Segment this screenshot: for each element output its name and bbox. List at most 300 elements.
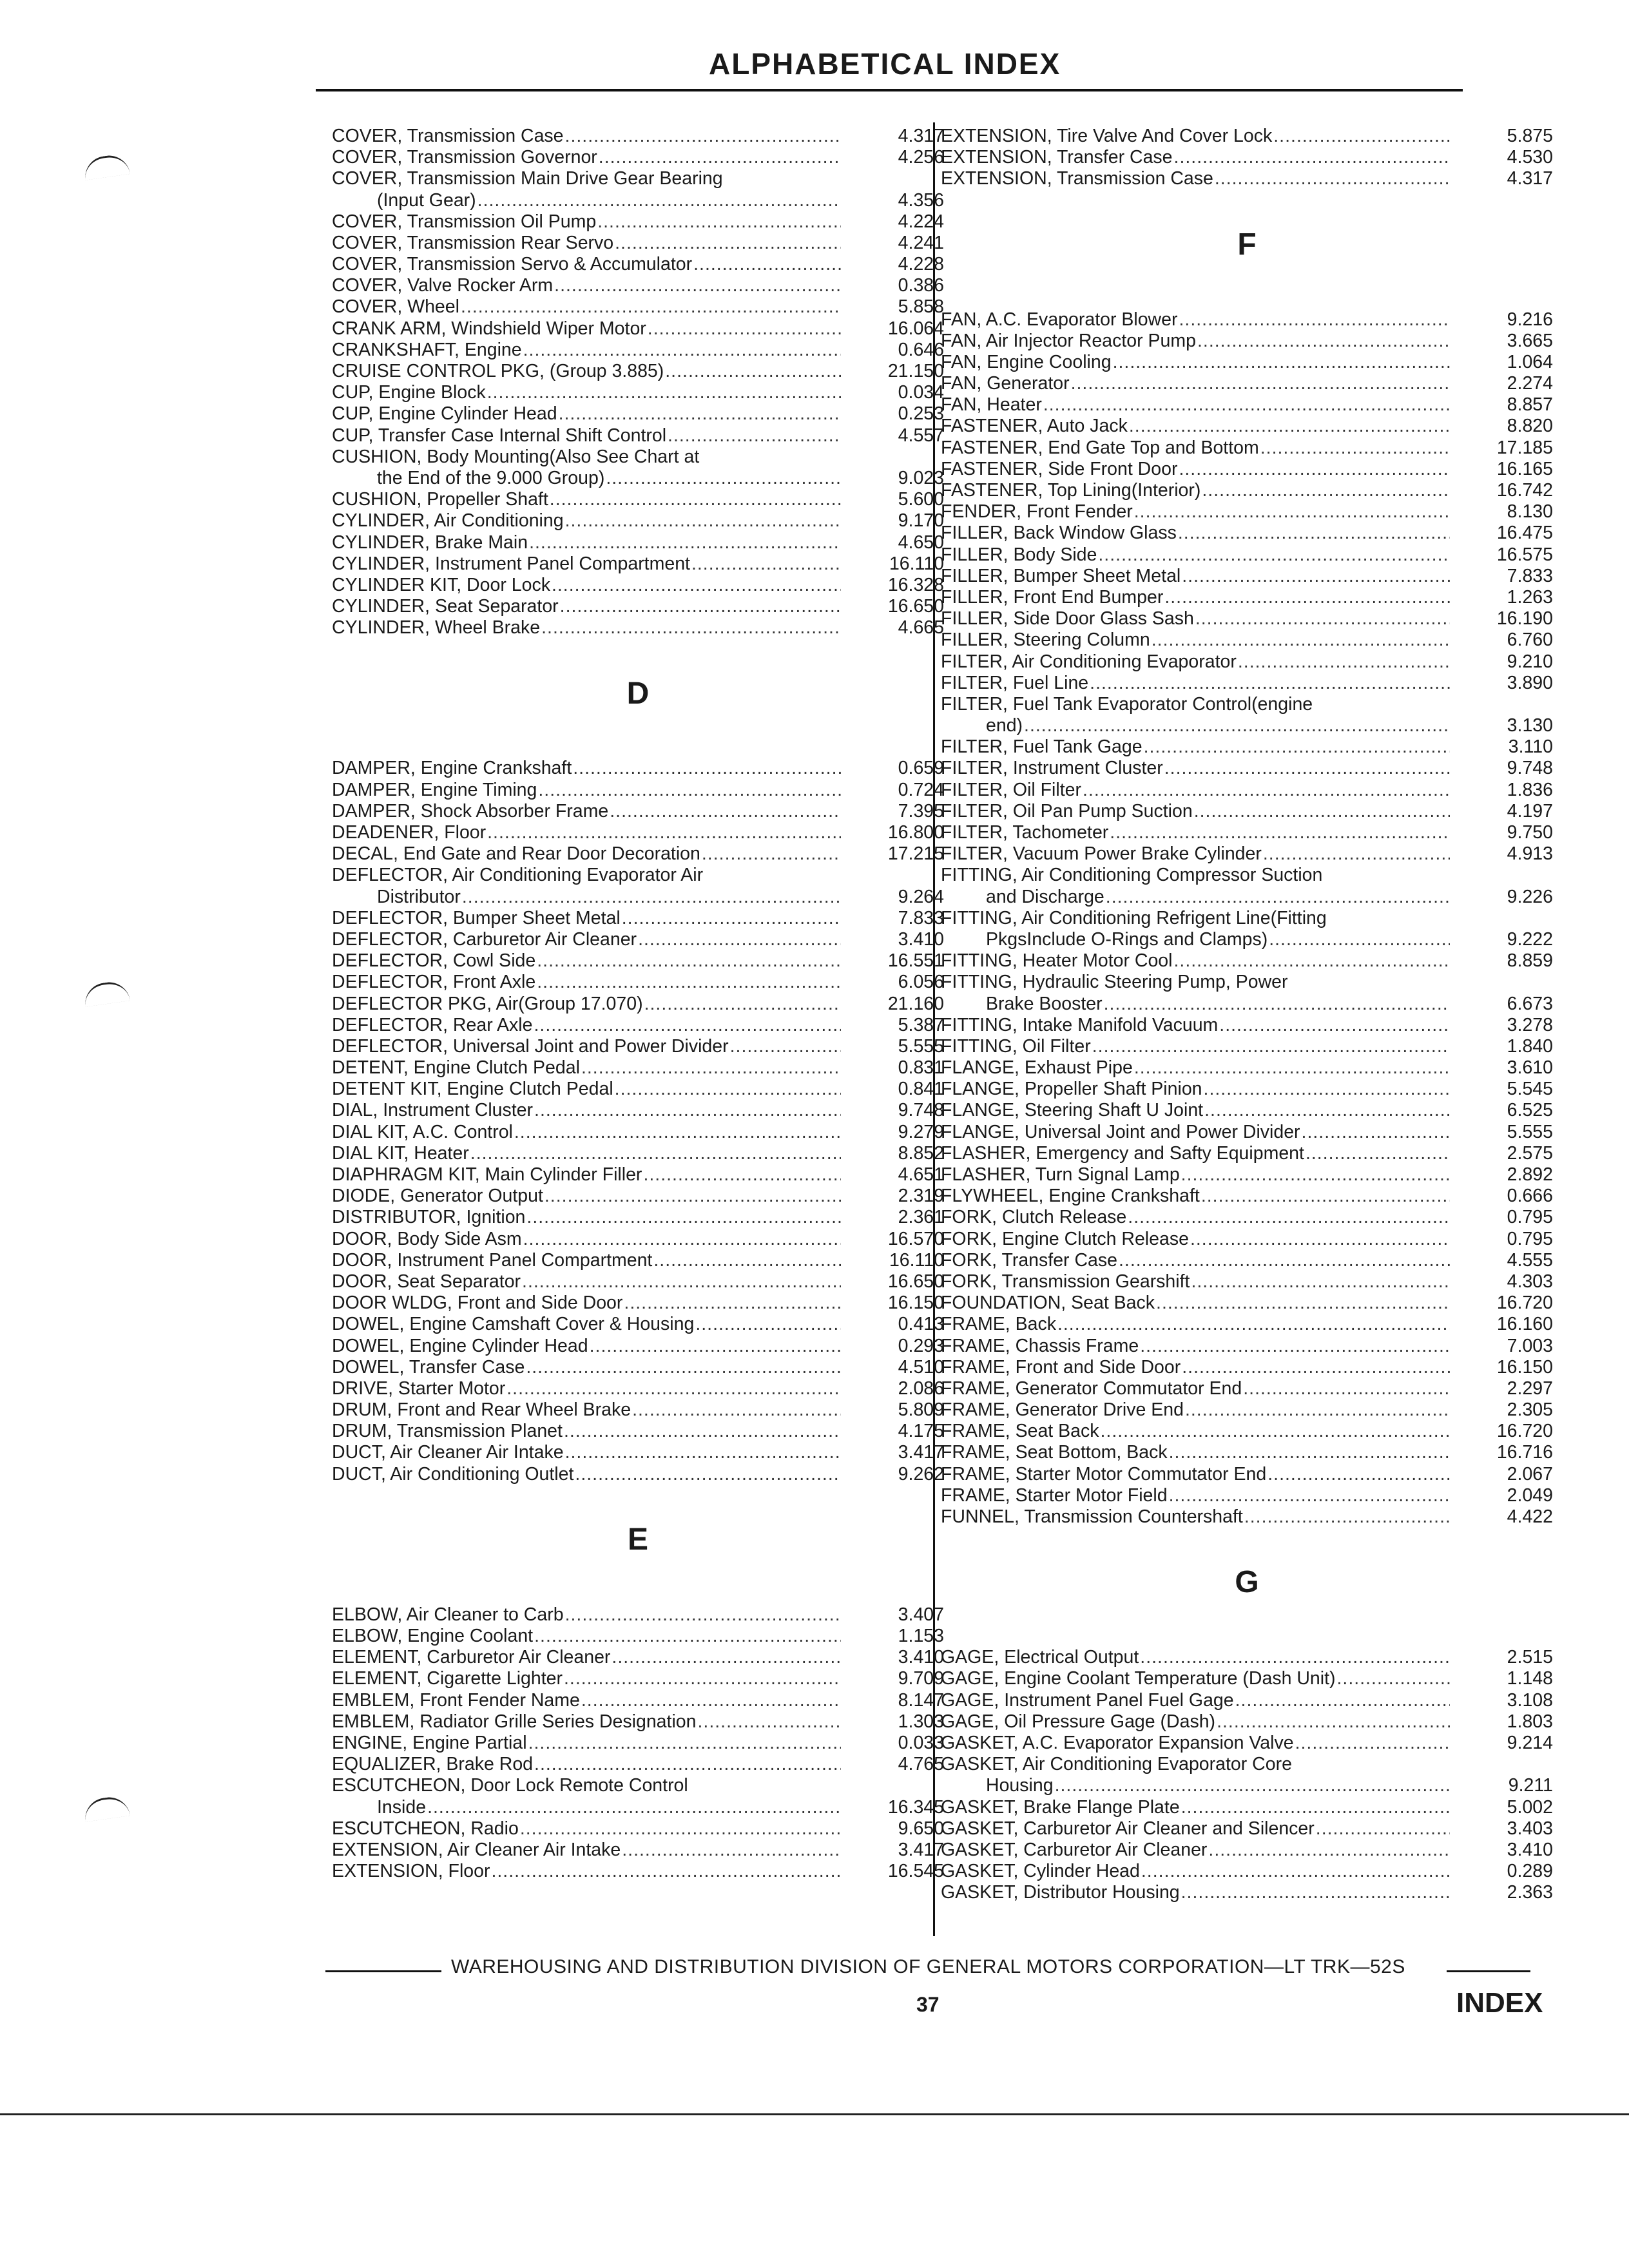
entry-group-number: 9.279 [898, 1121, 944, 1142]
index-entry [332, 780, 944, 801]
dot-leader [487, 822, 841, 843]
entry-label: CUSHION, Body Mounting(Also See Chart at [332, 446, 700, 467]
entry-group-number: 16.742 [1496, 480, 1553, 501]
entry-label: GAGE, Oil Pressure Gage (Dash) [941, 1711, 1216, 1732]
dot-leader [573, 758, 841, 779]
index-entry [332, 318, 944, 340]
index-entry [941, 523, 1553, 544]
entry-label: DAMPER, Shock Absorber Frame [332, 800, 609, 822]
entry-label: DIAL, Instrument Cluster [332, 1100, 534, 1121]
index-entry [941, 1314, 1553, 1335]
entry-label: FAN, Engine Cooling [941, 351, 1112, 372]
index-entry [941, 1378, 1553, 1399]
index-entry [941, 1840, 1553, 1861]
index-entry [332, 403, 944, 425]
dot-leader [638, 929, 841, 950]
entry-group-number: 0.646 [898, 339, 944, 360]
dot-leader [1152, 629, 1450, 651]
entry-label: FRAME, Seat Bottom, Back [941, 1442, 1168, 1463]
dot-leader [1306, 1143, 1450, 1164]
entry-group-number: 0.831 [898, 1057, 944, 1079]
index-entry [332, 887, 944, 908]
entry-group-number: 5.545 [1507, 1079, 1553, 1100]
entry-label: DOWEL, Transfer Case [332, 1356, 525, 1378]
entry-group-number: 16.570 [887, 1228, 944, 1249]
entry-label: DEFLECTOR PKG, Air(Group 17.070) [332, 993, 643, 1014]
entry-group-number: 5.875 [1507, 125, 1553, 146]
entry-group-number: 3.610 [1507, 1057, 1553, 1079]
index-entry [332, 168, 944, 189]
entry-group-number: 4.557 [898, 425, 944, 446]
entry-label: FLANGE, Exhaust Pipe [941, 1057, 1133, 1079]
dot-leader [1182, 1357, 1450, 1378]
entry-group-number: 0.666 [1507, 1186, 1553, 1207]
index-entry [332, 908, 944, 929]
dot-leader [559, 403, 841, 425]
dot-leader [1235, 1690, 1450, 1711]
entry-label: CYLINDER, Wheel Brake [332, 617, 541, 639]
entry-label: DOOR, Seat Separator [332, 1271, 521, 1292]
index-entry [941, 501, 1553, 523]
dot-leader [1181, 1797, 1450, 1818]
index-entry [332, 822, 944, 843]
dot-leader [702, 843, 841, 865]
entry-label: end) [986, 715, 1023, 736]
entry-label: FRAME, Starter Motor Field [941, 1485, 1168, 1506]
index-entry [332, 1711, 944, 1733]
index-entry [332, 1057, 944, 1079]
entry-group-number: 3.130 [1507, 715, 1553, 736]
dot-leader [1113, 352, 1450, 373]
dot-leader [606, 468, 841, 489]
index-entry [941, 544, 1553, 566]
entry-group-number: 16.110 [889, 553, 944, 574]
entry-label: DRIVE, Starter Motor [332, 1378, 506, 1399]
entry-label: EXTENSION, Floor [332, 1861, 490, 1882]
entry-label: DRUM, Transmission Planet [332, 1421, 563, 1442]
dot-leader [653, 1250, 841, 1271]
entry-group-number: 9.709 [898, 1668, 944, 1689]
entry-group-number: 8.857 [1507, 394, 1553, 416]
dot-leader [648, 318, 841, 340]
index-entry [332, 1357, 944, 1378]
entry-group-number: 21.150 [887, 361, 944, 382]
dot-leader [1195, 608, 1450, 629]
entry-label: EXTENSION, Transfer Case [941, 147, 1173, 168]
entry-group-number: 1.148 [1507, 1668, 1553, 1689]
entry-label: GASKET, Carburetor Air Cleaner and Silencer [941, 1818, 1315, 1839]
index-entry [332, 758, 944, 780]
index-entry [332, 843, 944, 865]
entry-group-number: 16.190 [1496, 608, 1553, 629]
dot-leader [1219, 1015, 1450, 1036]
dot-leader [565, 1604, 841, 1626]
entry-group-number: 21.160 [887, 993, 944, 1014]
entry-label: FITTING, Hydraulic Steering Pump, Power [941, 972, 1288, 993]
entry-label: CUP, Engine Block [332, 382, 486, 403]
entry-group-number: 5.555 [898, 1035, 944, 1057]
entry-group-number: 0.795 [1507, 1207, 1553, 1228]
dot-leader [615, 1079, 841, 1100]
entry-group-number: 4.303 [1507, 1271, 1553, 1292]
index-entry [332, 1626, 944, 1647]
index-entry [332, 575, 944, 596]
entry-group-number: 9.211 [1508, 1775, 1553, 1796]
entry-label: FAN, Heater [941, 394, 1042, 416]
dot-leader [1134, 1057, 1450, 1079]
entry-label: GASKET, Air Conditioning Evaporator Core [941, 1754, 1292, 1775]
entry-group-number: 16.650 [887, 596, 944, 617]
dot-leader [1202, 480, 1450, 501]
index-entry [941, 950, 1553, 972]
dot-leader [665, 361, 841, 382]
entry-group-number: 4.197 [1507, 800, 1553, 822]
index-entry [941, 1882, 1553, 1903]
index-entry [941, 1818, 1553, 1840]
entry-label: DOWEL, Engine Cylinder Head [332, 1335, 588, 1356]
entry-group-number: 6.673 [1507, 993, 1553, 1014]
right-index-column [941, 126, 1553, 1904]
entry-group-number: 2.086 [898, 1378, 944, 1399]
entry-group-number: 5.387 [898, 1014, 944, 1035]
entry-group-number: 7.833 [898, 907, 944, 928]
entry-group-number: 9.222 [1507, 928, 1553, 950]
dot-leader [1134, 501, 1450, 523]
entry-label: GASKET, A.C. Evaporator Expansion Valve [941, 1732, 1294, 1753]
entry-label: CYLINDER, Instrument Panel Compartment [332, 553, 690, 574]
page-title: ALPHABETICAL INDEX [709, 47, 1061, 81]
entry-label: FASTENER, Side Front Door [941, 458, 1178, 479]
entry-label: DEFLECTOR, Carburetor Air Cleaner [332, 928, 637, 950]
dot-leader [691, 553, 841, 575]
index-entry [332, 1122, 944, 1143]
entry-label: PkgsInclude O-Rings and Clamps) [986, 928, 1268, 950]
dot-leader [1181, 1164, 1450, 1186]
entry-label: FOUNDATION, Seat Back [941, 1293, 1155, 1314]
entry-label: FLASHER, Turn Signal Lamp [941, 1164, 1180, 1186]
entry-label: FUNNEL, Transmission Countershaft [941, 1506, 1243, 1528]
dot-leader [1191, 1271, 1450, 1293]
entry-label: COVER, Transmission Oil Pump [332, 211, 597, 232]
entry-group-number: 16.110 [889, 1249, 944, 1271]
entry-label: ESCUTCHEON, Door Lock Remote Control [332, 1775, 688, 1796]
entry-label: CRUISE CONTROL PKG, (Group 3.885) [332, 361, 664, 382]
dot-leader [1197, 331, 1450, 352]
dot-leader [1090, 673, 1450, 694]
dot-leader [541, 617, 841, 639]
dot-leader [622, 1840, 841, 1861]
entry-group-number: 2.049 [1507, 1485, 1553, 1506]
dot-leader [514, 1122, 841, 1143]
dot-leader [1140, 1647, 1450, 1668]
entry-label: FRAME, Front and Side Door [941, 1356, 1181, 1378]
dot-leader [522, 1271, 841, 1293]
dot-leader [1208, 1840, 1450, 1861]
entry-group-number: 2.305 [1507, 1399, 1553, 1421]
entry-group-number: 4.317 [1507, 168, 1553, 189]
dot-leader [477, 190, 841, 211]
entry-group-number: 4.356 [898, 189, 944, 211]
entry-group-number: 4.665 [898, 617, 944, 639]
entry-group-number: 1.303 [898, 1711, 944, 1732]
dot-leader [534, 1015, 841, 1036]
entry-label: FILLER, Front End Bumper [941, 586, 1164, 608]
entry-group-number: 0.724 [898, 779, 944, 800]
dot-leader [427, 1797, 841, 1818]
entry-group-number: 16.551 [887, 950, 944, 972]
entry-label: FRAME, Back [941, 1314, 1056, 1335]
dot-leader [597, 211, 841, 233]
index-entry [941, 843, 1553, 865]
index-entry [332, 447, 944, 468]
entry-label: DETENT KIT, Engine Clutch Pedal [332, 1079, 613, 1100]
dot-leader [545, 1186, 841, 1207]
dot-leader [1141, 1861, 1450, 1882]
dot-leader [523, 340, 841, 361]
index-entry [332, 1143, 944, 1164]
entry-group-number: 4.913 [1507, 843, 1553, 865]
entry-group-number: 16.545 [887, 1861, 944, 1882]
index-entry [332, 297, 944, 318]
index-entry [332, 190, 944, 211]
dot-leader [1179, 459, 1450, 480]
entry-group-number: 3.110 [1508, 736, 1553, 758]
index-entry [941, 1271, 1553, 1293]
entry-group-number: 6.525 [1507, 1100, 1553, 1121]
index-entry [941, 865, 1553, 886]
entry-label: CYLINDER KIT, Door Lock [332, 574, 550, 595]
index-entry [941, 1647, 1553, 1668]
index-entry [941, 1464, 1553, 1485]
entry-label: DEFLECTOR, Bumper Sheet Metal [332, 907, 621, 928]
entry-group-number: 0.034 [898, 382, 944, 403]
entry-group-number: 16.475 [1496, 523, 1553, 544]
entry-group-number: 8.130 [1507, 501, 1553, 523]
entry-group-number: 16.650 [887, 1271, 944, 1292]
index-entry [941, 736, 1553, 758]
entry-group-number: 16.160 [1496, 1314, 1553, 1335]
entry-group-number: 16.345 [887, 1796, 944, 1818]
entry-label: the End of the 9.000 Group) [377, 467, 605, 488]
dot-leader [1083, 780, 1450, 801]
dot-leader [564, 1421, 841, 1442]
entry-group-number: 16.150 [1496, 1356, 1553, 1378]
dot-leader [1119, 1250, 1450, 1271]
entry-label: COVER, Valve Rocker Arm [332, 275, 554, 296]
entry-group-number: 9.170 [898, 510, 944, 532]
index-entry [332, 1207, 944, 1228]
index-entry [941, 1186, 1553, 1207]
dot-leader [581, 1057, 841, 1079]
entry-label: ELBOW, Air Cleaner to Carb [332, 1604, 564, 1625]
entry-label: FLANGE, Steering Shaft U Joint [941, 1100, 1204, 1121]
dot-leader [1164, 587, 1450, 608]
entry-group-number: 3.407 [898, 1604, 944, 1625]
entry-group-number: 7.003 [1507, 1335, 1553, 1356]
entry-group-number: 1.153 [898, 1626, 944, 1647]
entry-group-number: 7.833 [1507, 565, 1553, 586]
dot-leader [550, 489, 841, 510]
index-entry [941, 587, 1553, 608]
index-entry [941, 1399, 1553, 1421]
index-entry [941, 1036, 1553, 1057]
dot-leader [1169, 1442, 1450, 1463]
index-entry [332, 617, 944, 639]
dot-leader [1194, 801, 1450, 822]
entry-label: DAMPER, Engine Crankshaft [332, 758, 572, 779]
entry-label: CRANK ARM, Windshield Wiper Motor [332, 318, 646, 339]
dot-leader [1316, 1818, 1450, 1840]
entry-label: (Input Gear) [377, 189, 476, 211]
dot-leader [537, 972, 841, 993]
entry-label: Brake Booster [986, 993, 1103, 1014]
entry-group-number: 3.890 [1507, 672, 1553, 693]
entry-label: FASTENER, End Gate Top and Bottom [941, 437, 1259, 458]
index-entry [941, 1690, 1553, 1711]
entry-group-number: 16.165 [1496, 458, 1553, 479]
dot-leader [612, 1647, 841, 1668]
entry-label: FAN, Generator [941, 373, 1070, 394]
index-entry [941, 715, 1553, 736]
entry-label: FORK, Transmission Gearshift [941, 1271, 1190, 1292]
entry-group-number: 16.064 [887, 318, 944, 339]
dot-leader [538, 780, 841, 801]
entry-group-number: 5.809 [898, 1399, 944, 1421]
entry-group-number: 3.410 [1507, 1839, 1553, 1860]
index-entry [941, 352, 1553, 373]
entry-label: FASTENER, Auto Jack [941, 416, 1128, 437]
index-entry [332, 254, 944, 275]
index-entry [332, 510, 944, 532]
index-entry [332, 950, 944, 972]
entry-group-number: 3.278 [1507, 1014, 1553, 1035]
index-entry [332, 1775, 944, 1796]
index-entry [941, 1421, 1553, 1442]
entry-group-number: 9.650 [898, 1818, 944, 1839]
section-letter-f: F [1237, 227, 1257, 262]
dot-leader [1182, 566, 1450, 587]
index-entry [941, 651, 1553, 673]
entry-group-number: 4.510 [898, 1356, 944, 1378]
dot-leader [599, 147, 841, 168]
index-entry [332, 1421, 944, 1442]
entry-label: GASKET, Carburetor Air Cleaner [941, 1839, 1208, 1860]
entry-label: DUCT, Air Cleaner Air Intake [332, 1442, 564, 1463]
dot-leader [470, 1143, 841, 1164]
punch-mark [82, 1794, 130, 1821]
entry-label: FILLER, Body Side [941, 544, 1097, 565]
index-entry [941, 459, 1553, 480]
entry-group-number: 9.264 [898, 886, 944, 907]
dot-leader [697, 1711, 841, 1733]
entry-group-number: 16.800 [887, 822, 944, 843]
dot-leader [1043, 394, 1450, 416]
footer-rule-left [325, 1970, 441, 1972]
entry-group-number: 8.859 [1507, 950, 1553, 972]
index-entry [941, 416, 1553, 437]
entry-group-number: 3.403 [1507, 1818, 1553, 1839]
index-entry [332, 1036, 944, 1057]
entry-label: GAGE, Engine Coolant Temperature (Dash Unit) [941, 1668, 1336, 1689]
index-entry [941, 1079, 1553, 1100]
index-entry [941, 1143, 1553, 1164]
index-entry [941, 972, 1553, 993]
entry-label: DIAL KIT, Heater [332, 1142, 469, 1164]
index-entry [332, 1336, 944, 1357]
dot-leader [610, 801, 841, 822]
dot-leader [1106, 887, 1450, 908]
entry-label: FLANGE, Universal Joint and Power Divider [941, 1121, 1300, 1142]
dot-leader [1092, 1036, 1450, 1057]
dot-leader [1295, 1733, 1450, 1754]
entry-label: FAN, Air Injector Reactor Pump [941, 330, 1196, 351]
index-entry [941, 1775, 1553, 1796]
section-letter-d: D [626, 676, 650, 711]
dot-leader [668, 425, 841, 447]
dot-leader [1244, 1506, 1450, 1528]
index-entry [332, 553, 944, 575]
entry-group-number: 1.064 [1507, 351, 1553, 372]
index-entry [332, 1797, 944, 1818]
entry-group-number: 1.263 [1507, 586, 1553, 608]
entry-group-number: 0.289 [1507, 1861, 1553, 1882]
entry-label: COVER, Wheel [332, 296, 459, 318]
entry-label: FRAME, Starter Motor Commutator End [941, 1463, 1267, 1485]
index-entry [941, 1229, 1553, 1250]
entry-group-number: 0.659 [898, 758, 944, 779]
entry-group-number: 6.760 [1507, 629, 1553, 651]
dot-leader [1268, 1464, 1450, 1485]
entry-label: EXTENSION, Air Cleaner Air Intake [332, 1839, 621, 1860]
index-entry [941, 758, 1553, 780]
index-entry [941, 1506, 1553, 1528]
entry-label: FILTER, Oil Pan Pump Suction [941, 800, 1193, 822]
dot-leader [643, 1164, 841, 1186]
dot-leader [1185, 1399, 1450, 1421]
entry-group-number: 7.395 [898, 800, 944, 822]
dot-leader [644, 994, 841, 1015]
index-entry [332, 1229, 944, 1250]
index-entry [941, 437, 1553, 459]
index-entry [941, 673, 1553, 694]
entry-group-number: 2.274 [1507, 373, 1553, 394]
entry-group-number: 6.056 [898, 972, 944, 993]
entry-group-number: 1.803 [1507, 1711, 1553, 1732]
section-label: INDEX [1456, 1987, 1543, 2019]
dot-leader [1128, 1207, 1450, 1228]
entry-group-number: 0.253 [898, 403, 944, 425]
index-entry [332, 126, 944, 147]
index-entry [332, 1250, 944, 1271]
entry-group-number: 0.386 [898, 275, 944, 296]
entry-group-number: 4.175 [898, 1421, 944, 1442]
entry-group-number: 2.575 [1507, 1142, 1553, 1164]
punch-mark [82, 153, 130, 180]
entry-label: Distributor [377, 886, 461, 907]
index-entry [941, 629, 1553, 651]
index-entry [332, 468, 944, 489]
dot-leader [622, 908, 841, 929]
entry-group-number: 5.555 [1507, 1121, 1553, 1142]
dot-leader [1164, 758, 1450, 779]
entry-label: DEFLECTOR, Cowl Side [332, 950, 536, 972]
index-entry [941, 1207, 1553, 1228]
entry-label: FENDER, Front Fender [941, 501, 1133, 523]
entry-label: DETENT, Engine Clutch Pedal [332, 1057, 580, 1079]
entry-label: FILTER, Fuel Tank Gage [941, 736, 1142, 758]
index-entry [332, 1186, 944, 1207]
dot-leader [1169, 1485, 1450, 1506]
